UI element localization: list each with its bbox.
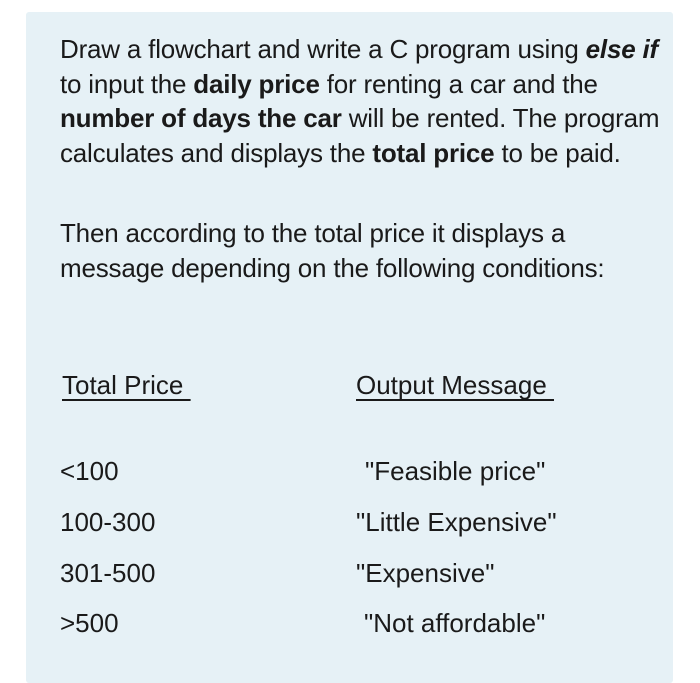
intro-text-2: to input the bbox=[60, 68, 194, 99]
price-cell-3: 301-500 bbox=[60, 558, 156, 588]
question-card bbox=[26, 12, 673, 683]
message-cell-3: "Expensive" bbox=[356, 558, 495, 588]
message-cell-2: "Little Expensive" bbox=[356, 507, 557, 537]
price-cell-2: 100-300 bbox=[60, 507, 156, 537]
intro-text-5: to be paid. bbox=[494, 137, 621, 168]
else-if-keyword: else if bbox=[585, 34, 658, 64]
daily-price-term: daily price bbox=[193, 68, 320, 99]
price-cell-4: >500 bbox=[60, 608, 119, 638]
price-cell-1: <100 bbox=[60, 456, 119, 486]
task-paragraph bbox=[60, 32, 660, 170]
number-of-days-term: number of days the car bbox=[60, 103, 342, 133]
total-price-header: Total Price bbox=[62, 370, 191, 400]
message-cell-4: "Not affordable" bbox=[364, 608, 546, 638]
intro-text-4: will be rented. The program calculates and displays the bbox=[60, 103, 660, 168]
intro-text-3: for renting a car and the bbox=[319, 68, 598, 99]
conditions-paragraph: Then according to the total price it displays a message depending on the following conditions: bbox=[60, 218, 605, 283]
total-price-term: total price bbox=[372, 137, 495, 168]
output-message-header: Output Message bbox=[356, 370, 554, 400]
message-cell-1: "Feasible price" bbox=[365, 456, 546, 486]
intro-text-1: Draw a flowchart and write a C program using bbox=[60, 34, 586, 64]
